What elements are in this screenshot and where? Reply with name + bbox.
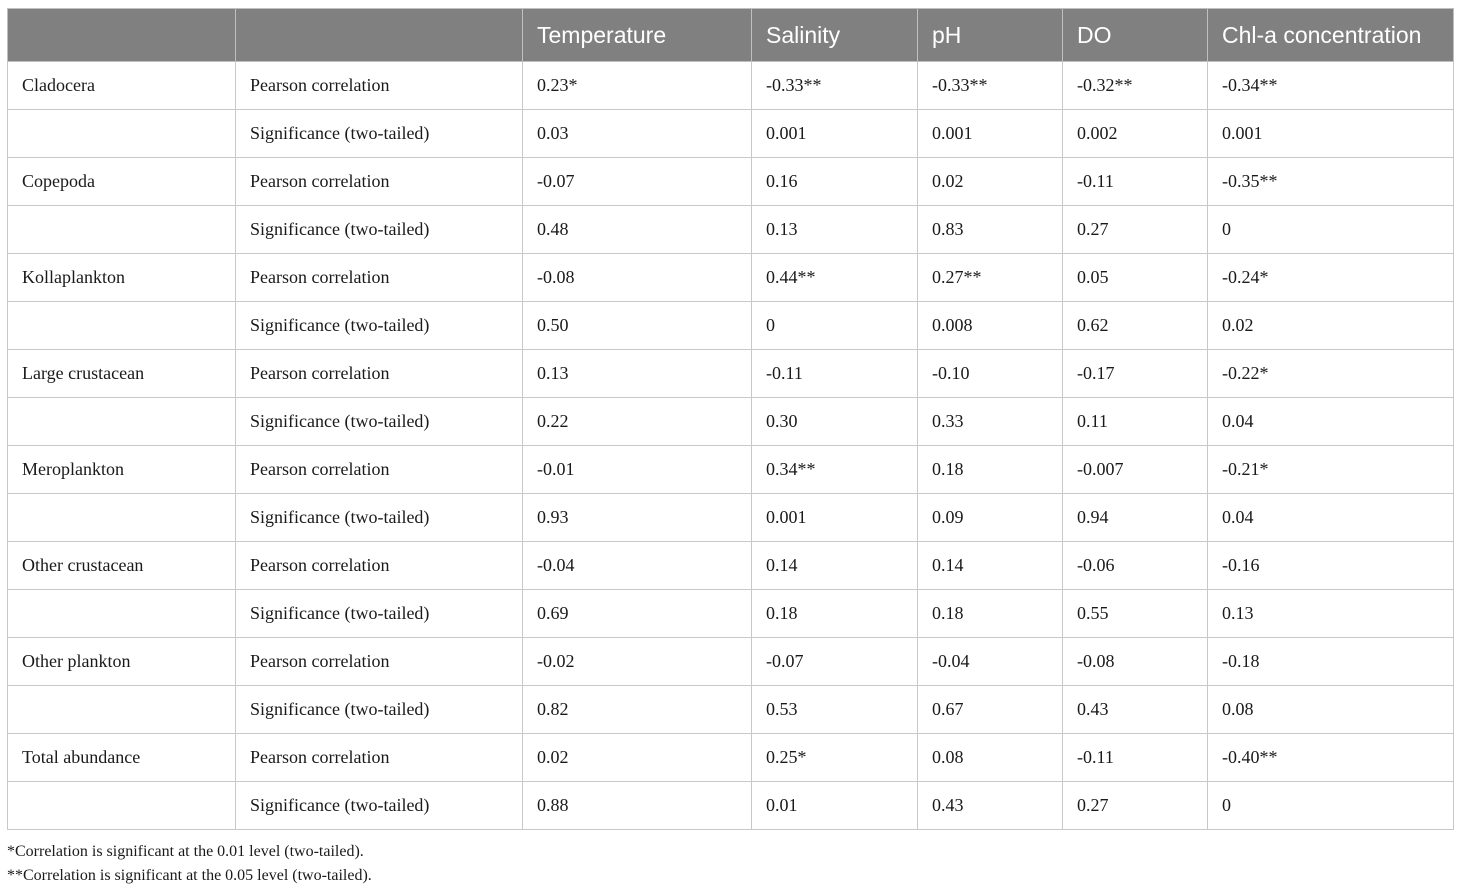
table-cell-salinity: 0.34**: [752, 446, 918, 494]
table-row: [8, 158, 1454, 206]
table-cell-salinity: 0: [752, 302, 918, 350]
table-cell-do: -0.06: [1063, 542, 1208, 590]
table-cell-chla: 0: [1208, 782, 1454, 830]
table-cell-salinity: 0.25*: [752, 734, 918, 782]
table-cell-chla: -0.18: [1208, 638, 1454, 686]
table-cell-do: -0.08: [1063, 638, 1208, 686]
table-cell-temperature: -0.02: [523, 638, 752, 686]
table-cell-chla: 0.13: [1208, 590, 1454, 638]
table-cell-group: [8, 302, 236, 350]
table-cell-salinity: -0.33**: [752, 62, 918, 110]
table-row: [8, 494, 1454, 542]
table-header: [8, 9, 1454, 62]
table-cell-temperature: -0.01: [523, 446, 752, 494]
table-cell-salinity: 0.001: [752, 110, 918, 158]
table-cell-temperature: 0.69: [523, 590, 752, 638]
table-cell-chla: 0.001: [1208, 110, 1454, 158]
table-cell-temperature: -0.07: [523, 158, 752, 206]
table-row: [8, 446, 1454, 494]
table-cell-ph: 0.83: [918, 206, 1063, 254]
table-cell-ph: 0.33: [918, 398, 1063, 446]
table-cell-statistic: Pearson correlation: [236, 734, 523, 782]
footnote-significance-005: **Correlation is significant at the 0.05 level (two-tailed).: [7, 867, 372, 884]
table-cell-statistic: Pearson correlation: [236, 446, 523, 494]
table-cell-chla: 0.08: [1208, 686, 1454, 734]
table-cell-group: [8, 590, 236, 638]
table-cell-statistic: Significance (two-tailed): [236, 398, 523, 446]
table-cell-salinity: 0.14: [752, 542, 918, 590]
table-cell-statistic: Pearson correlation: [236, 62, 523, 110]
table-row: [8, 590, 1454, 638]
table-cell-ph: 0.18: [918, 446, 1063, 494]
table-cell-chla: -0.16: [1208, 542, 1454, 590]
table-cell-do: -0.11: [1063, 734, 1208, 782]
table-cell-ph: 0.008: [918, 302, 1063, 350]
table-cell-temperature: 0.93: [523, 494, 752, 542]
table-cell-salinity: 0.13: [752, 206, 918, 254]
table-row: [8, 350, 1454, 398]
table-cell-statistic: Significance (two-tailed): [236, 686, 523, 734]
table-cell-chla: -0.35**: [1208, 158, 1454, 206]
header-cell-group: [8, 9, 236, 62]
table-cell-ph: 0.08: [918, 734, 1063, 782]
table-cell-group: [8, 686, 236, 734]
correlation-table-container: [7, 8, 1453, 830]
table-cell-do: -0.007: [1063, 446, 1208, 494]
table-cell-temperature: -0.08: [523, 254, 752, 302]
table-cell-ph: 0.27**: [918, 254, 1063, 302]
header-cell-ph: pH: [918, 9, 1063, 62]
table-body: [8, 62, 1454, 830]
table-cell-temperature: -0.04: [523, 542, 752, 590]
table-cell-do: 0.62: [1063, 302, 1208, 350]
table-cell-ph: 0.67: [918, 686, 1063, 734]
table-cell-group: Cladocera: [8, 62, 236, 110]
table-cell-do: 0.11: [1063, 398, 1208, 446]
table-cell-do: -0.11: [1063, 158, 1208, 206]
header-cell-salinity: Salinity: [752, 9, 918, 62]
table-cell-temperature: 0.50: [523, 302, 752, 350]
table-cell-do: 0.002: [1063, 110, 1208, 158]
table-cell-do: 0.94: [1063, 494, 1208, 542]
table-cell-ph: 0.001: [918, 110, 1063, 158]
table-cell-ph: 0.09: [918, 494, 1063, 542]
table-cell-do: 0.55: [1063, 590, 1208, 638]
header-cell-temperature: Temperature: [523, 9, 752, 62]
table-cell-salinity: 0.18: [752, 590, 918, 638]
table-cell-salinity: 0.001: [752, 494, 918, 542]
table-cell-do: 0.27: [1063, 206, 1208, 254]
table-cell-salinity: 0.01: [752, 782, 918, 830]
table-row: [8, 782, 1454, 830]
footnotes: [7, 840, 372, 888]
table-cell-chla: -0.24*: [1208, 254, 1454, 302]
table-row: [8, 398, 1454, 446]
table-cell-chla: 0.02: [1208, 302, 1454, 350]
header-cell-chla: Chl-a concentration: [1208, 9, 1454, 62]
table-row: [8, 734, 1454, 782]
table-cell-temperature: 0.22: [523, 398, 752, 446]
table-cell-statistic: Significance (two-tailed): [236, 206, 523, 254]
table-cell-temperature: 0.82: [523, 686, 752, 734]
table-cell-ph: 0.18: [918, 590, 1063, 638]
table-row: [8, 302, 1454, 350]
table-cell-statistic: Significance (two-tailed): [236, 590, 523, 638]
table-row: [8, 542, 1454, 590]
table-cell-group: Other plankton: [8, 638, 236, 686]
table-row: [8, 254, 1454, 302]
table-cell-statistic: Pearson correlation: [236, 158, 523, 206]
table-cell-group: Kollaplankton: [8, 254, 236, 302]
table-cell-do: 0.05: [1063, 254, 1208, 302]
table-cell-salinity: 0.30: [752, 398, 918, 446]
table-cell-statistic: Pearson correlation: [236, 350, 523, 398]
table-row: [8, 638, 1454, 686]
table-cell-chla: -0.21*: [1208, 446, 1454, 494]
table-cell-salinity: 0.16: [752, 158, 918, 206]
table-cell-ph: -0.10: [918, 350, 1063, 398]
table-cell-group: Copepoda: [8, 158, 236, 206]
table-cell-chla: -0.34**: [1208, 62, 1454, 110]
table-cell-do: 0.43: [1063, 686, 1208, 734]
table-cell-chla: 0: [1208, 206, 1454, 254]
table-cell-group: Meroplankton: [8, 446, 236, 494]
table-cell-statistic: Pearson correlation: [236, 254, 523, 302]
table-cell-do: 0.27: [1063, 782, 1208, 830]
table-cell-ph: 0.02: [918, 158, 1063, 206]
table-cell-statistic: Significance (two-tailed): [236, 302, 523, 350]
table-cell-temperature: 0.02: [523, 734, 752, 782]
table-cell-group: [8, 110, 236, 158]
table-cell-salinity: 0.44**: [752, 254, 918, 302]
table-row: [8, 686, 1454, 734]
table-cell-do: -0.17: [1063, 350, 1208, 398]
table-cell-group: Large crustacean: [8, 350, 236, 398]
table-cell-chla: -0.22*: [1208, 350, 1454, 398]
table-row: [8, 206, 1454, 254]
table-cell-group: [8, 398, 236, 446]
table-cell-salinity: 0.53: [752, 686, 918, 734]
table-cell-statistic: Significance (two-tailed): [236, 110, 523, 158]
table-cell-group: [8, 782, 236, 830]
table-cell-chla: -0.40**: [1208, 734, 1454, 782]
table-cell-temperature: 0.03: [523, 110, 752, 158]
correlation-table: [7, 8, 1454, 830]
footnote-significance-001: *Correlation is significant at the 0.01 level (two-tailed).: [7, 843, 364, 860]
table-cell-temperature: 0.13: [523, 350, 752, 398]
table-row: [8, 110, 1454, 158]
table-cell-ph: -0.04: [918, 638, 1063, 686]
table-cell-ph: 0.14: [918, 542, 1063, 590]
table-row: [8, 62, 1454, 110]
table-cell-statistic: Pearson correlation: [236, 638, 523, 686]
table-cell-statistic: Significance (two-tailed): [236, 494, 523, 542]
table-cell-salinity: -0.11: [752, 350, 918, 398]
table-cell-chla: 0.04: [1208, 494, 1454, 542]
table-cell-temperature: 0.48: [523, 206, 752, 254]
table-cell-salinity: -0.07: [752, 638, 918, 686]
header-cell-do: DO: [1063, 9, 1208, 62]
table-cell-statistic: Pearson correlation: [236, 542, 523, 590]
header-cell-statistic: [236, 9, 523, 62]
table-cell-chla: 0.04: [1208, 398, 1454, 446]
table-cell-ph: 0.43: [918, 782, 1063, 830]
table-cell-group: Total abundance: [8, 734, 236, 782]
table-cell-group: Other crustacean: [8, 542, 236, 590]
table-cell-group: [8, 206, 236, 254]
table-cell-do: -0.32**: [1063, 62, 1208, 110]
table-cell-temperature: 0.23*: [523, 62, 752, 110]
table-cell-group: [8, 494, 236, 542]
table-cell-temperature: 0.88: [523, 782, 752, 830]
table-cell-ph: -0.33**: [918, 62, 1063, 110]
header-row: [8, 9, 1454, 62]
table-cell-statistic: Significance (two-tailed): [236, 782, 523, 830]
